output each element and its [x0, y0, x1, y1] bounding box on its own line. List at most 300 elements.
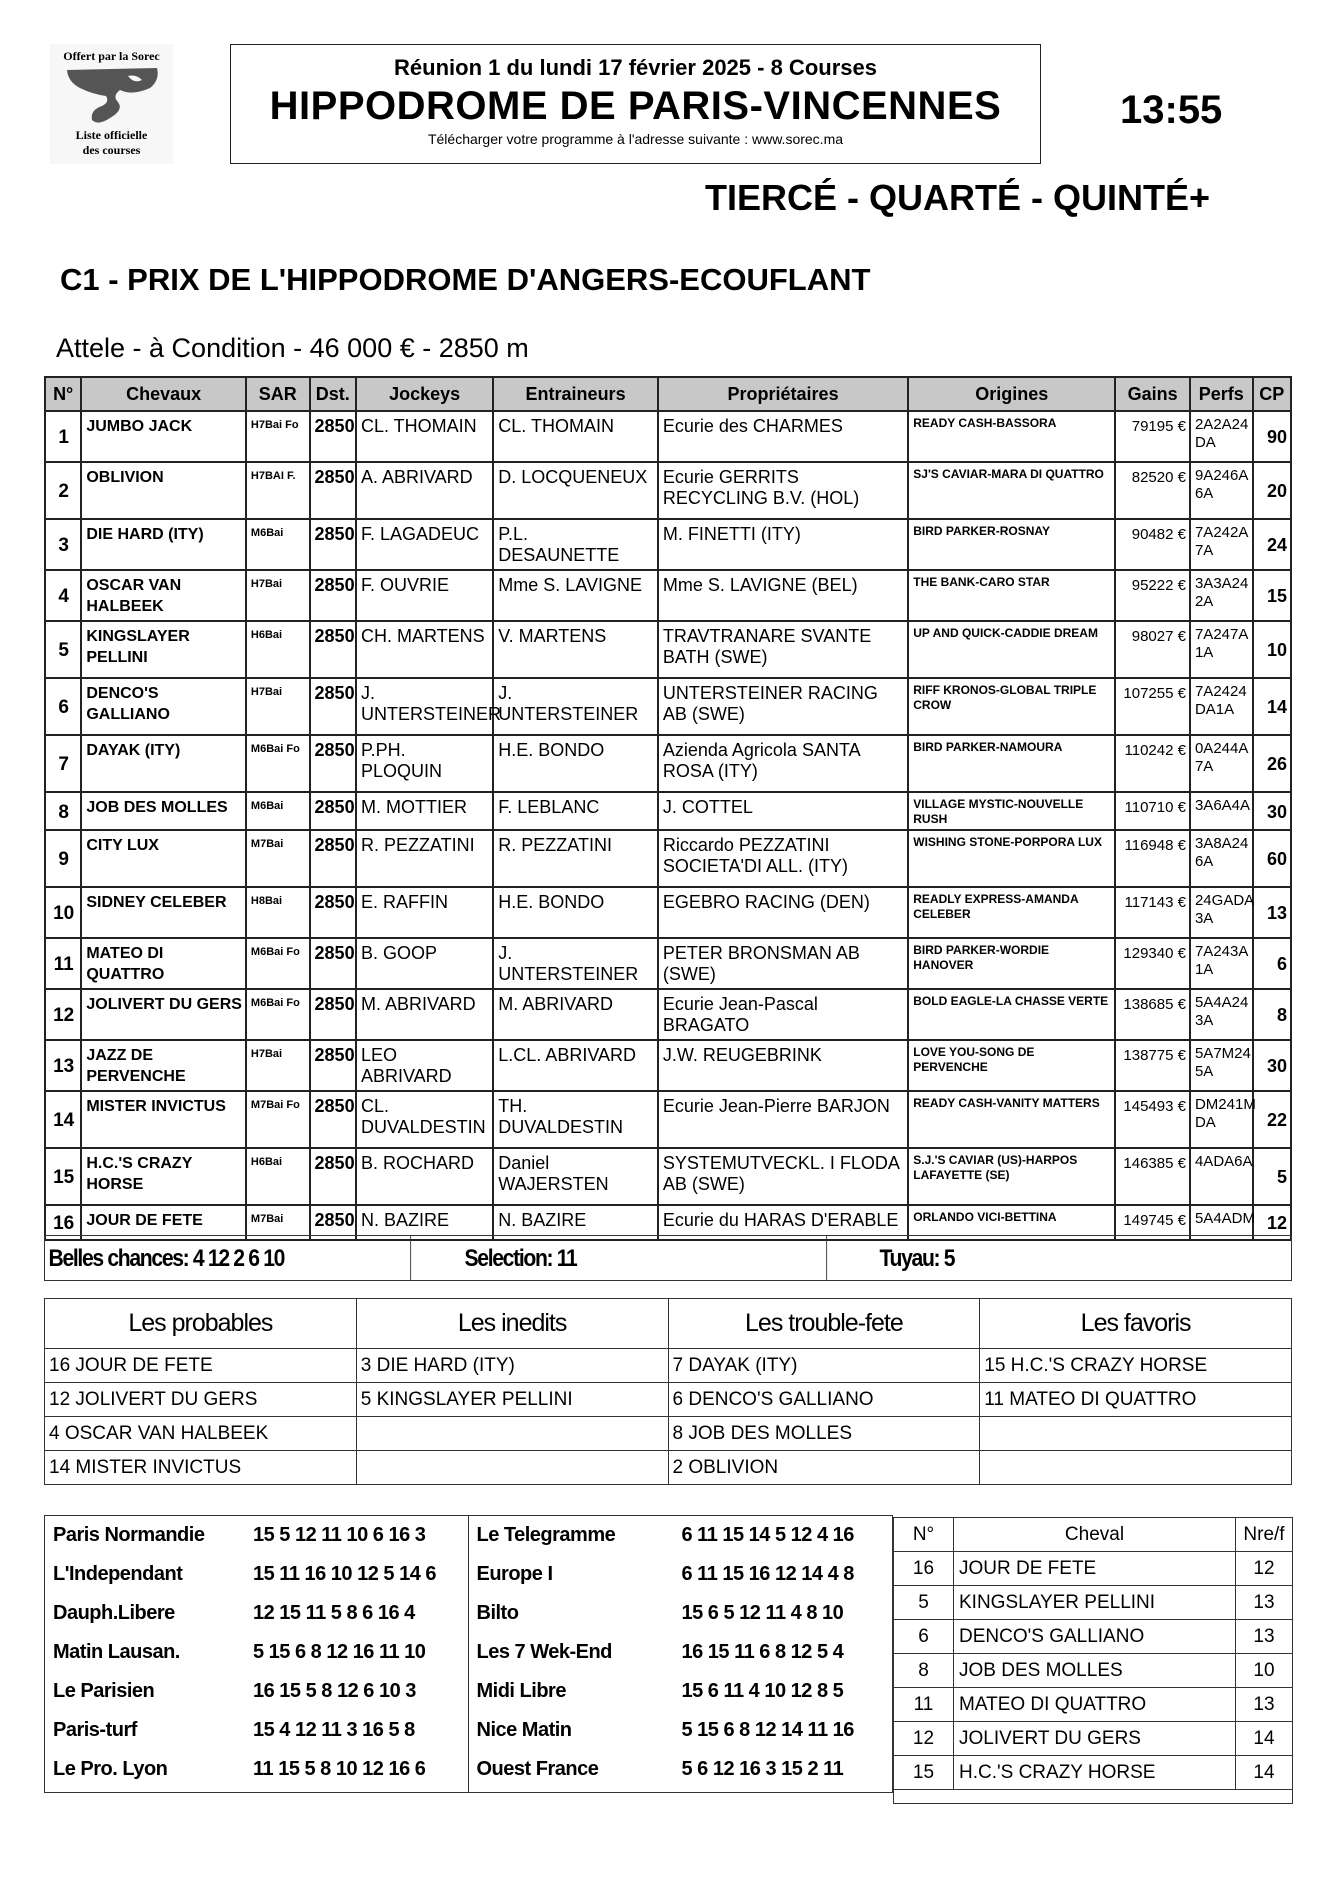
- perfs: 5A7M24 5A: [1190, 1040, 1253, 1091]
- press-row: [53, 1680, 468, 1719]
- synthesis-header-row: [894, 1518, 1293, 1552]
- horse-name: MATEO DI QUATTRO: [81, 938, 246, 989]
- runner-number: 4: [45, 570, 81, 621]
- press-name: Le Parisien: [53, 1680, 155, 1702]
- distance: 2850: [310, 1040, 356, 1091]
- press-row: [53, 1563, 468, 1602]
- col-owners: Propriétaires: [658, 377, 908, 411]
- synth-number: 5: [894, 1586, 954, 1620]
- trainer: L.CL. ABRIVARD: [493, 1040, 658, 1091]
- synth-horse: JOUR DE FETE: [954, 1552, 1236, 1586]
- jockey: R. PEZZATINI: [356, 830, 493, 887]
- owner: Ecurie du HARAS D'ERABLE: [658, 1205, 908, 1240]
- press-picks-values: 5 15 6 8 12 16 11 10: [253, 1641, 426, 1663]
- owner: J. COTTEL: [658, 792, 908, 830]
- sorec-logo: [50, 44, 173, 164]
- cp: 30: [1253, 1040, 1291, 1091]
- distance: 2850: [310, 989, 356, 1040]
- gains: 98027 €: [1115, 621, 1190, 678]
- horse-sar: M7Bai Fo: [246, 1091, 310, 1148]
- distance: 2850: [310, 735, 356, 792]
- runner-number: 7: [45, 735, 81, 792]
- logo-bottom-line2: des courses: [82, 143, 141, 157]
- press-picks-values: 15 11 16 10 12 5 14 6: [253, 1563, 437, 1585]
- perfs: 7A243A 1A: [1190, 938, 1253, 989]
- empty-cell: [894, 1790, 1293, 1804]
- runner-number: 6: [45, 678, 81, 735]
- press-picks-values: 15 4 12 11 3 16 5 8: [253, 1719, 415, 1741]
- jockey: LEO ABRIVARD: [356, 1040, 493, 1091]
- col-sar: SAR: [246, 377, 310, 411]
- cp: 13: [1253, 887, 1291, 938]
- press-col-left: [45, 1516, 469, 1792]
- col-number: N°: [45, 377, 81, 411]
- horse-sar: M6Bai Fo: [246, 938, 310, 989]
- press-name: Dauph.Libere: [53, 1602, 175, 1624]
- horse-name: OSCAR VAN HALBEEK: [81, 570, 246, 621]
- col-jockeys: Jockeys: [356, 377, 493, 411]
- owner: EGEBRO RACING (DEN): [658, 887, 908, 938]
- horse-sar: H7Bai: [246, 1040, 310, 1091]
- press-name: Midi Libre: [476, 1680, 566, 1702]
- jockey: B. GOOP: [356, 938, 493, 989]
- synth-horse: DENCO'S GALLIANO: [954, 1620, 1236, 1654]
- horse-sar: M6Bai Fo: [246, 989, 310, 1040]
- horse-name: JAZZ DE PERVENCHE: [81, 1040, 246, 1091]
- table-row: [45, 1383, 1292, 1417]
- distance: 2850: [310, 1091, 356, 1148]
- cp: 60: [1253, 830, 1291, 887]
- synth-number: 11: [894, 1688, 954, 1722]
- synth-horse: JOB DES MOLLES: [954, 1654, 1236, 1688]
- horse-sar: H6Bai: [246, 1148, 310, 1205]
- runner-number: 3: [45, 519, 81, 570]
- press-row: [53, 1719, 468, 1758]
- cp: 6: [1253, 938, 1291, 989]
- synth-count: 13: [1236, 1688, 1293, 1722]
- synthesis-table: [893, 1517, 1293, 1804]
- press-picks-values: 15 5 12 11 10 6 16 3: [253, 1524, 426, 1546]
- trainer: Daniel WAJERSTEN: [493, 1148, 658, 1205]
- cat-cell: [356, 1451, 668, 1485]
- distance: 2850: [310, 1205, 356, 1240]
- trainer: Mme S. LAVIGNE: [493, 570, 658, 621]
- synth-number: 15: [894, 1756, 954, 1790]
- owner: Ecurie GERRITS RECYCLING B.V. (HOL): [658, 462, 908, 519]
- distance: 2850: [310, 830, 356, 887]
- trainer: CL. THOMAIN: [493, 411, 658, 462]
- perfs: 7A247A 1A: [1190, 621, 1253, 678]
- press-name: Nice Matin: [476, 1719, 572, 1741]
- runner-number: 13: [45, 1040, 81, 1091]
- cp: 15: [1253, 570, 1291, 621]
- perfs: 4ADA6A: [1190, 1148, 1253, 1205]
- distance: 2850: [310, 570, 356, 621]
- cat-cell: 11 MATEO DI QUATTRO: [980, 1383, 1292, 1417]
- cp: 5: [1253, 1148, 1291, 1205]
- runner-number: 5: [45, 621, 81, 678]
- horse-name: JOUR DE FETE: [81, 1205, 246, 1240]
- press-row: [477, 1524, 893, 1563]
- press-picks: [44, 1515, 893, 1793]
- synth-number: 16: [894, 1552, 954, 1586]
- col-origins: Origines: [908, 377, 1115, 411]
- jockey: M. MOTTIER: [356, 792, 493, 830]
- table-row: [45, 1040, 1291, 1091]
- press-name: Le Pro. Lyon: [53, 1758, 168, 1780]
- runner-number: 1: [45, 411, 81, 462]
- synth-number: 8: [894, 1654, 954, 1688]
- distance: 2850: [310, 1148, 356, 1205]
- press-name: L'Independant: [53, 1563, 183, 1585]
- origin: BOLD EAGLE-LA CHASSE VERTE: [908, 989, 1115, 1040]
- distance: 2850: [310, 887, 356, 938]
- table-row: [45, 887, 1291, 938]
- horse-sar: H8Bai: [246, 887, 310, 938]
- runners-header-row: [45, 377, 1291, 411]
- press-name: Bilto: [476, 1602, 519, 1624]
- distance: 2850: [310, 792, 356, 830]
- col-horses: Chevaux: [81, 377, 246, 411]
- trainer: R. PEZZATINI: [493, 830, 658, 887]
- press-picks-values: 15 6 5 12 11 4 8 10: [681, 1602, 844, 1624]
- horse-head-icon: [62, 66, 162, 128]
- synth-horse: MATEO DI QUATTRO: [954, 1688, 1236, 1722]
- jockey: CH. MARTENS: [356, 621, 493, 678]
- horse-sar: M6Bai Fo: [246, 735, 310, 792]
- origin: READLY EXPRESS-AMANDA CELEBER: [908, 887, 1115, 938]
- runner-number: 10: [45, 887, 81, 938]
- gains: 145493 €: [1115, 1091, 1190, 1148]
- press-row: [53, 1641, 468, 1680]
- press-name: Les 7 Wek-End: [476, 1641, 612, 1663]
- jockey: CL. DUVALDESTIN: [356, 1091, 493, 1148]
- perfs: 2A2A24 DA: [1190, 411, 1253, 462]
- jockey: J. UNTERSTEINER: [356, 678, 493, 735]
- table-row: [894, 1722, 1293, 1756]
- horse-sar: M6Bai: [246, 519, 310, 570]
- gains: 138775 €: [1115, 1040, 1190, 1091]
- jockey: N. BAZIRE: [356, 1205, 493, 1240]
- cp: 14: [1253, 678, 1291, 735]
- synth-count: 14: [1236, 1756, 1293, 1790]
- synth-col-horse: Cheval: [954, 1518, 1236, 1552]
- belles-chances: Belles chances: 4 12 2 6 10: [45, 1236, 411, 1280]
- table-row: [45, 519, 1291, 570]
- press-name: Ouest France: [476, 1758, 599, 1780]
- runner-number: 9: [45, 830, 81, 887]
- origin: LOVE YOU-SONG DE PERVENCHE: [908, 1040, 1115, 1091]
- table-row: [45, 792, 1291, 830]
- synth-count: 14: [1236, 1722, 1293, 1756]
- origin: ORLANDO VICI-BETTINA: [908, 1205, 1115, 1240]
- horse-name: SIDNEY CELEBER: [81, 887, 246, 938]
- owner: Mme S. LAVIGNE (BEL): [658, 570, 908, 621]
- logo-top-text: Offert par la Sorec: [63, 49, 160, 63]
- col-distance: Dst.: [310, 377, 356, 411]
- race-time: 13:55: [1120, 88, 1223, 132]
- origin: WISHING STONE-PORPORA LUX: [908, 830, 1115, 887]
- distance: 2850: [310, 621, 356, 678]
- trainer: J. UNTERSTEINER: [493, 678, 658, 735]
- table-row: [45, 1349, 1292, 1383]
- perfs: 3A8A24 6A: [1190, 830, 1253, 887]
- cp: 90: [1253, 411, 1291, 462]
- cat-favoris: Les favoris: [980, 1299, 1292, 1349]
- cat-cell: 6 DENCO'S GALLIANO: [668, 1383, 980, 1417]
- trainer: P.L. DESAUNETTE: [493, 519, 658, 570]
- cp: 26: [1253, 735, 1291, 792]
- horse-name: KINGSLAYER PELLINI: [81, 621, 246, 678]
- gains: 116948 €: [1115, 830, 1190, 887]
- gains: 149745 €: [1115, 1205, 1190, 1240]
- press-picks-values: 6 11 15 16 12 14 4 8: [681, 1563, 854, 1585]
- cat-cell: 3 DIE HARD (ITY): [356, 1349, 668, 1383]
- distance: 2850: [310, 462, 356, 519]
- runner-number: 14: [45, 1091, 81, 1148]
- origin: RIFF KRONOS-GLOBAL TRIPLE CROW: [908, 678, 1115, 735]
- cat-cell: 2 OBLIVION: [668, 1451, 980, 1485]
- perfs: 9A246A 6A: [1190, 462, 1253, 519]
- horse-sar: H7BAI F.: [246, 462, 310, 519]
- tips-bar: [44, 1235, 1292, 1281]
- horse-sar: M7Bai: [246, 830, 310, 887]
- press-name: Paris-turf: [53, 1719, 137, 1741]
- perfs: 3A6A4A: [1190, 792, 1253, 830]
- table-row: [894, 1620, 1293, 1654]
- owner: TRAVTRANARE SVANTE BATH (SWE): [658, 621, 908, 678]
- origin: BIRD PARKER-WORDIE HANOVER: [908, 938, 1115, 989]
- meeting-subtitle: Réunion 1 du lundi 17 février 2025 - 8 Courses: [394, 55, 877, 80]
- tuyau: Tuyau: 5: [879, 1245, 955, 1272]
- cat-cell: 14 MISTER INVICTUS: [45, 1451, 357, 1485]
- runner-number: 11: [45, 938, 81, 989]
- table-row: [45, 621, 1291, 678]
- table-row: [45, 830, 1291, 887]
- synth-count: 10: [1236, 1654, 1293, 1688]
- runner-number: 16: [45, 1205, 81, 1240]
- distance: 2850: [310, 411, 356, 462]
- runner-number: 2: [45, 462, 81, 519]
- gains: 129340 €: [1115, 938, 1190, 989]
- horse-name: JUMBO JACK: [81, 411, 246, 462]
- cat-inedits: Les inedits: [356, 1299, 668, 1349]
- col-perfs: Perfs: [1190, 377, 1253, 411]
- perfs: DM241M DA: [1190, 1091, 1253, 1148]
- origin: READY CASH-BASSORA: [908, 411, 1115, 462]
- origin: SJ'S CAVIAR-MARA DI QUATTRO: [908, 462, 1115, 519]
- owner: M. FINETTI (ITY): [658, 519, 908, 570]
- cp: 12: [1253, 1205, 1291, 1240]
- owner: Ecurie des CHARMES: [658, 411, 908, 462]
- perfs: 5A4ADM: [1190, 1205, 1253, 1240]
- press-picks-values: 16 15 5 8 12 6 10 3: [253, 1680, 416, 1702]
- synth-number: 6: [894, 1620, 954, 1654]
- origin: VILLAGE MYSTIC-NOUVELLE RUSH: [908, 792, 1115, 830]
- horse-sar: M6Bai: [246, 792, 310, 830]
- jockey: P.PH. PLOQUIN: [356, 735, 493, 792]
- horse-name: OBLIVION: [81, 462, 246, 519]
- jockey: B. ROCHARD: [356, 1148, 493, 1205]
- trainer: H.E. BONDO: [493, 887, 658, 938]
- horse-sar: H7Bai: [246, 678, 310, 735]
- gains: 138685 €: [1115, 989, 1190, 1040]
- cp: 20: [1253, 462, 1291, 519]
- press-picks-values: 15 6 11 4 10 12 8 5: [681, 1680, 844, 1702]
- perfs: 0A244A 7A: [1190, 735, 1253, 792]
- press-name: Paris Normandie: [53, 1524, 205, 1546]
- horse-sar: H7Bai: [246, 570, 310, 621]
- press-picks-values: 5 6 12 16 3 15 2 11: [681, 1758, 844, 1780]
- owner: J.W. REUGEBRINK: [658, 1040, 908, 1091]
- logo-bottom-line1: Liste officielle: [75, 128, 148, 142]
- cp: 22: [1253, 1091, 1291, 1148]
- owner: PETER BRONSMAN AB (SWE): [658, 938, 908, 989]
- trainer: J. UNTERSTEINER: [493, 938, 658, 989]
- table-row: [894, 1756, 1293, 1790]
- trainer: N. BAZIRE: [493, 1205, 658, 1240]
- cp: 10: [1253, 621, 1291, 678]
- gains: 107255 €: [1115, 678, 1190, 735]
- origin: S.J.'S CAVIAR (US)-HARPOS LAFAYETTE (SE): [908, 1148, 1115, 1205]
- press-name: Matin Lausan.: [53, 1641, 180, 1663]
- press-row: [477, 1602, 893, 1641]
- synth-col-count: Nre/f: [1236, 1518, 1293, 1552]
- jockey: F. LAGADEUC: [356, 519, 493, 570]
- table-row: [45, 1451, 1292, 1485]
- runner-number: 8: [45, 792, 81, 830]
- jockey: A. ABRIVARD: [356, 462, 493, 519]
- runners-table: [44, 376, 1292, 1241]
- race-title: C1 - PRIX DE L'HIPPODROME D'ANGERS-ECOUFLANT: [60, 262, 871, 297]
- press-picks-values: 16 15 11 6 8 12 5 4: [681, 1641, 844, 1663]
- runner-number: 15: [45, 1148, 81, 1205]
- press-picks-values: 12 15 11 5 8 6 16 4: [253, 1602, 415, 1624]
- cat-cell: [356, 1417, 668, 1451]
- table-row: [45, 411, 1291, 462]
- press-picks-values: 6 11 15 14 5 12 4 16: [681, 1524, 854, 1546]
- cat-cell: 7 DAYAK (ITY): [668, 1349, 980, 1383]
- perfs: 24GADA 3A: [1190, 887, 1253, 938]
- synth-col-number: N°: [894, 1518, 954, 1552]
- table-row: [45, 1148, 1291, 1205]
- press-name: Le Telegramme: [476, 1524, 616, 1546]
- synth-number: 12: [894, 1722, 954, 1756]
- table-row: [45, 1091, 1291, 1148]
- origin: BIRD PARKER-NAMOURA: [908, 735, 1115, 792]
- gains: 117143 €: [1115, 887, 1190, 938]
- synth-horse: KINGSLAYER PELLINI: [954, 1586, 1236, 1620]
- gains: 146385 €: [1115, 1148, 1190, 1205]
- press-col-right: [469, 1516, 893, 1792]
- jockey: E. RAFFIN: [356, 887, 493, 938]
- origin: READY CASH-VANITY MATTERS: [908, 1091, 1115, 1148]
- synth-count: 13: [1236, 1586, 1293, 1620]
- jockey: CL. THOMAIN: [356, 411, 493, 462]
- cat-cell: 5 KINGSLAYER PELLINI: [356, 1383, 668, 1417]
- table-row: [45, 462, 1291, 519]
- owner: Azienda Agricola SANTA ROSA (ITY): [658, 735, 908, 792]
- synth-count: 13: [1236, 1620, 1293, 1654]
- synth-empty-row: [894, 1790, 1293, 1804]
- categories-table: [44, 1298, 1292, 1485]
- perfs: 3A3A24 2A: [1190, 570, 1253, 621]
- perfs: 5A4A24 3A: [1190, 989, 1253, 1040]
- jockey: M. ABRIVARD: [356, 989, 493, 1040]
- gains: 79195 €: [1115, 411, 1190, 462]
- cat-cell: [980, 1451, 1292, 1485]
- cat-cell: 12 JOLIVERT DU GERS: [45, 1383, 357, 1417]
- horse-name: H.C.'S CRAZY HORSE: [81, 1148, 246, 1205]
- trainer: H.E. BONDO: [493, 735, 658, 792]
- meeting-header: [230, 44, 1041, 164]
- owner: SYSTEMUTVECKL. I FLODA AB (SWE): [658, 1148, 908, 1205]
- trainer: D. LOCQUENEUX: [493, 462, 658, 519]
- bet-type: TIERCÉ - QUARTÉ - QUINTÉ+: [705, 177, 1211, 218]
- table-row: [45, 735, 1291, 792]
- cp: 8: [1253, 989, 1291, 1040]
- table-row: [894, 1552, 1293, 1586]
- gains: 82520 €: [1115, 462, 1190, 519]
- trainer: M. ABRIVARD: [493, 989, 658, 1040]
- owner: Ecurie Jean-Pascal BRAGATO: [658, 989, 908, 1040]
- horse-name: MISTER INVICTUS: [81, 1091, 246, 1148]
- trainer: V. MARTENS: [493, 621, 658, 678]
- press-row: [477, 1680, 893, 1719]
- perfs: 7A242A 7A: [1190, 519, 1253, 570]
- cat-cell: 4 OSCAR VAN HALBEEK: [45, 1417, 357, 1451]
- cp: 24: [1253, 519, 1291, 570]
- perfs: 7A2424 DA1A: [1190, 678, 1253, 735]
- table-row: [45, 989, 1291, 1040]
- horse-name: JOB DES MOLLES: [81, 792, 246, 830]
- synth-count: 12: [1236, 1552, 1293, 1586]
- cat-cell: 16 JOUR DE FETE: [45, 1349, 357, 1383]
- synth-horse: JOLIVERT DU GERS: [954, 1722, 1236, 1756]
- table-row: [894, 1688, 1293, 1722]
- gains: 110242 €: [1115, 735, 1190, 792]
- table-row: [45, 570, 1291, 621]
- press-row: [477, 1758, 893, 1797]
- origin: THE BANK-CARO STAR: [908, 570, 1115, 621]
- gains: 110710 €: [1115, 792, 1190, 830]
- horse-name: DAYAK (ITY): [81, 735, 246, 792]
- col-gains: Gains: [1115, 377, 1190, 411]
- press-row: [477, 1563, 893, 1602]
- owner: UNTERSTEINER RACING AB (SWE): [658, 678, 908, 735]
- synth-horse: H.C.'S CRAZY HORSE: [954, 1756, 1236, 1790]
- jockey: F. OUVRIE: [356, 570, 493, 621]
- distance: 2850: [310, 678, 356, 735]
- table-row: [45, 678, 1291, 735]
- origin: UP AND QUICK-CADDIE DREAM: [908, 621, 1115, 678]
- press-picks-values: 5 15 6 8 12 14 11 16: [681, 1719, 854, 1741]
- press-row: [53, 1524, 468, 1563]
- press-row: [477, 1719, 893, 1758]
- trainer: F. LEBLANC: [493, 792, 658, 830]
- racecourse-title: HIPPODROME DE PARIS-VINCENNES: [269, 84, 1002, 128]
- table-row: [45, 1417, 1292, 1451]
- horse-name: DIE HARD (ITY): [81, 519, 246, 570]
- horse-name: DENCO'S GALLIANO: [81, 678, 246, 735]
- press-name: Europe I: [476, 1563, 553, 1585]
- origin: BIRD PARKER-ROSNAY: [908, 519, 1115, 570]
- trainer: TH. DUVALDESTIN: [493, 1091, 658, 1148]
- table-row: [894, 1586, 1293, 1620]
- cp: 30: [1253, 792, 1291, 830]
- cat-cell: 8 JOB DES MOLLES: [668, 1417, 980, 1451]
- cat-trouble-fete: Les trouble-fete: [668, 1299, 980, 1349]
